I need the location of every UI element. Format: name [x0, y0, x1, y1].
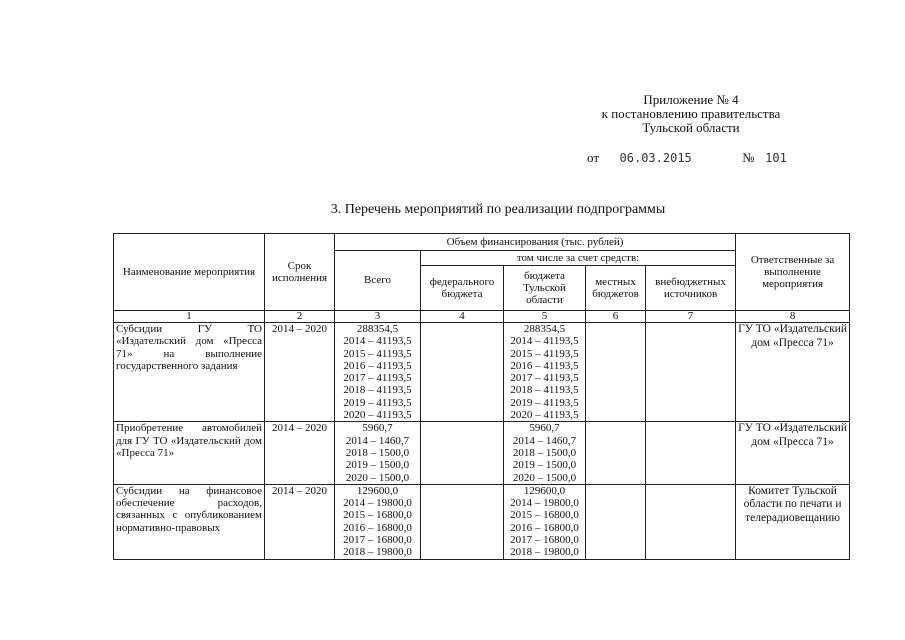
table-row — [114, 422, 850, 484]
amount-line: 2019 – 41193,5 — [343, 396, 412, 409]
regional-cell — [504, 323, 586, 422]
responsible-cell: ГУ ТО «Издательский дом «Пресса 71» — [736, 422, 850, 484]
amount-line: 2018 – 1500,0 — [512, 446, 577, 459]
amount-line: 2020 – 1500,0 — [345, 471, 410, 484]
federal-cell — [421, 422, 504, 484]
amount-line: 2014 – 1460,7 — [512, 434, 577, 447]
header-responsible: Ответственные за выполнение мероприятия — [736, 234, 850, 311]
header-term: Срок исполнения — [265, 234, 335, 311]
responsible-cell: Комитет Тульской области по печати и телерадиовещанию — [736, 484, 850, 559]
amount-line: 129600,0 — [356, 484, 399, 497]
local-cell — [586, 422, 646, 484]
amount-line: 2015 – 16800,0 — [343, 509, 412, 522]
header-offbudget: внебюджетных источников — [646, 266, 736, 311]
table-row — [114, 484, 850, 559]
federal-cell — [421, 323, 504, 422]
amount-line: 2020 – 41193,5 — [343, 409, 412, 422]
measure-name-cell: Субсидии на финансовое обеспечение расходов, связанных с опубликованием нормативно-правовых — [114, 484, 265, 559]
number-value: 101 — [765, 151, 787, 165]
header-regional: бюджета Тульской области — [504, 266, 586, 311]
header-funding: Объем финансирования (тыс. рублей) — [335, 234, 736, 251]
amount-line: 2019 – 1500,0 — [345, 459, 410, 472]
amount-line: 288354,5 — [356, 323, 399, 335]
column-number-row — [114, 311, 850, 323]
federal-cell — [421, 484, 504, 559]
amount-line: 2017 – 16800,0 — [343, 534, 412, 547]
amount-line: 2018 – 41193,5 — [510, 384, 579, 397]
measure-name-cell: Субсидии ГУ ТО «Издательский дом «Пресса 71» на выполнение государственного задания — [114, 323, 265, 422]
amount-line: 2016 – 41193,5 — [343, 359, 412, 372]
number-prefix: № — [742, 150, 755, 165]
measure-name-cell: Приобретение автомобилей для ГУ ТО «Издательский дом «Пресса 71» — [114, 422, 265, 484]
column-number: 6 — [586, 311, 646, 323]
date-prefix: от — [587, 150, 600, 165]
amount-line: 2014 – 41193,5 — [343, 335, 412, 348]
measures-table — [113, 233, 850, 560]
amount-line: 2018 – 19800,0 — [343, 546, 412, 559]
date-value: 06.03.2015 — [619, 151, 692, 165]
amount-line: 2018 – 1500,0 — [345, 446, 410, 459]
annex-date-line — [587, 150, 787, 166]
amount-line: 2017 – 41193,5 — [510, 372, 579, 385]
amount-line: 2017 – 41193,5 — [343, 372, 412, 385]
column-number: 4 — [421, 311, 504, 323]
regional-cell — [504, 484, 586, 559]
offbudget-cell — [646, 422, 736, 484]
column-number: 5 — [504, 311, 586, 323]
amount-line: 2016 – 16800,0 — [343, 521, 412, 534]
amount-line: 288354,5 — [523, 323, 566, 335]
amount-line: 2015 – 16800,0 — [510, 509, 579, 522]
total-cell — [335, 484, 421, 559]
header-federal: федерального бюджета — [421, 266, 504, 311]
table-row — [114, 323, 850, 422]
section-title: 3. Перечень мероприятий по реализации подпрограммы — [330, 202, 666, 217]
term-cell: 2014 – 2020 — [265, 422, 335, 484]
column-number: 2 — [265, 311, 335, 323]
regional-cell — [504, 422, 586, 484]
total-cell — [335, 323, 421, 422]
amount-line: 2016 – 16800,0 — [510, 521, 579, 534]
offbudget-cell — [646, 484, 736, 559]
amount-line: 2015 – 41193,5 — [510, 347, 579, 360]
amount-line: 129600,0 — [523, 484, 566, 497]
offbudget-cell — [646, 323, 736, 422]
header-name: Наименование мероприятия — [114, 234, 265, 311]
header-including: том числе за счет средств: — [421, 251, 736, 266]
term-cell: 2014 – 2020 — [265, 323, 335, 422]
column-number: 1 — [114, 311, 265, 323]
amount-line: 5960,7 — [362, 422, 393, 435]
amount-line: 2020 – 41193,5 — [510, 409, 579, 422]
amount-line: 2016 – 41193,5 — [510, 359, 579, 372]
amount-line: 2018 – 41193,5 — [343, 384, 412, 397]
amount-line: 2018 – 19800,0 — [510, 546, 579, 559]
column-number: 8 — [736, 311, 850, 323]
annex-line-3: Тульской области — [642, 120, 740, 135]
amount-line: 2019 – 41193,5 — [510, 396, 579, 409]
annex-line-2: к постановлению правительства — [601, 106, 781, 121]
amount-line: 2020 – 1500,0 — [512, 471, 577, 484]
amount-line: 2014 – 41193,5 — [510, 335, 579, 348]
amount-line: 2014 – 19800,0 — [510, 497, 579, 510]
amount-line: 2014 – 19800,0 — [343, 497, 412, 510]
header-total: Всего — [335, 251, 421, 311]
amount-line: 2019 – 1500,0 — [512, 459, 577, 472]
amount-line: 2015 – 41193,5 — [343, 347, 412, 360]
amount-line: 2017 – 16800,0 — [510, 534, 579, 547]
local-cell — [586, 484, 646, 559]
responsible-cell: ГУ ТО «Издательский дом «Пресса 71» — [736, 323, 850, 422]
annex-header — [560, 93, 822, 135]
header-local: местных бюджетов — [586, 266, 646, 311]
amount-line: 5960,7 — [529, 422, 560, 435]
column-number: 3 — [335, 311, 421, 323]
column-number: 7 — [646, 311, 736, 323]
local-cell — [586, 323, 646, 422]
total-cell — [335, 422, 421, 484]
annex-line-1: Приложение № 4 — [643, 92, 739, 107]
term-cell: 2014 – 2020 — [265, 484, 335, 559]
amount-line: 2014 – 1460,7 — [345, 434, 410, 447]
